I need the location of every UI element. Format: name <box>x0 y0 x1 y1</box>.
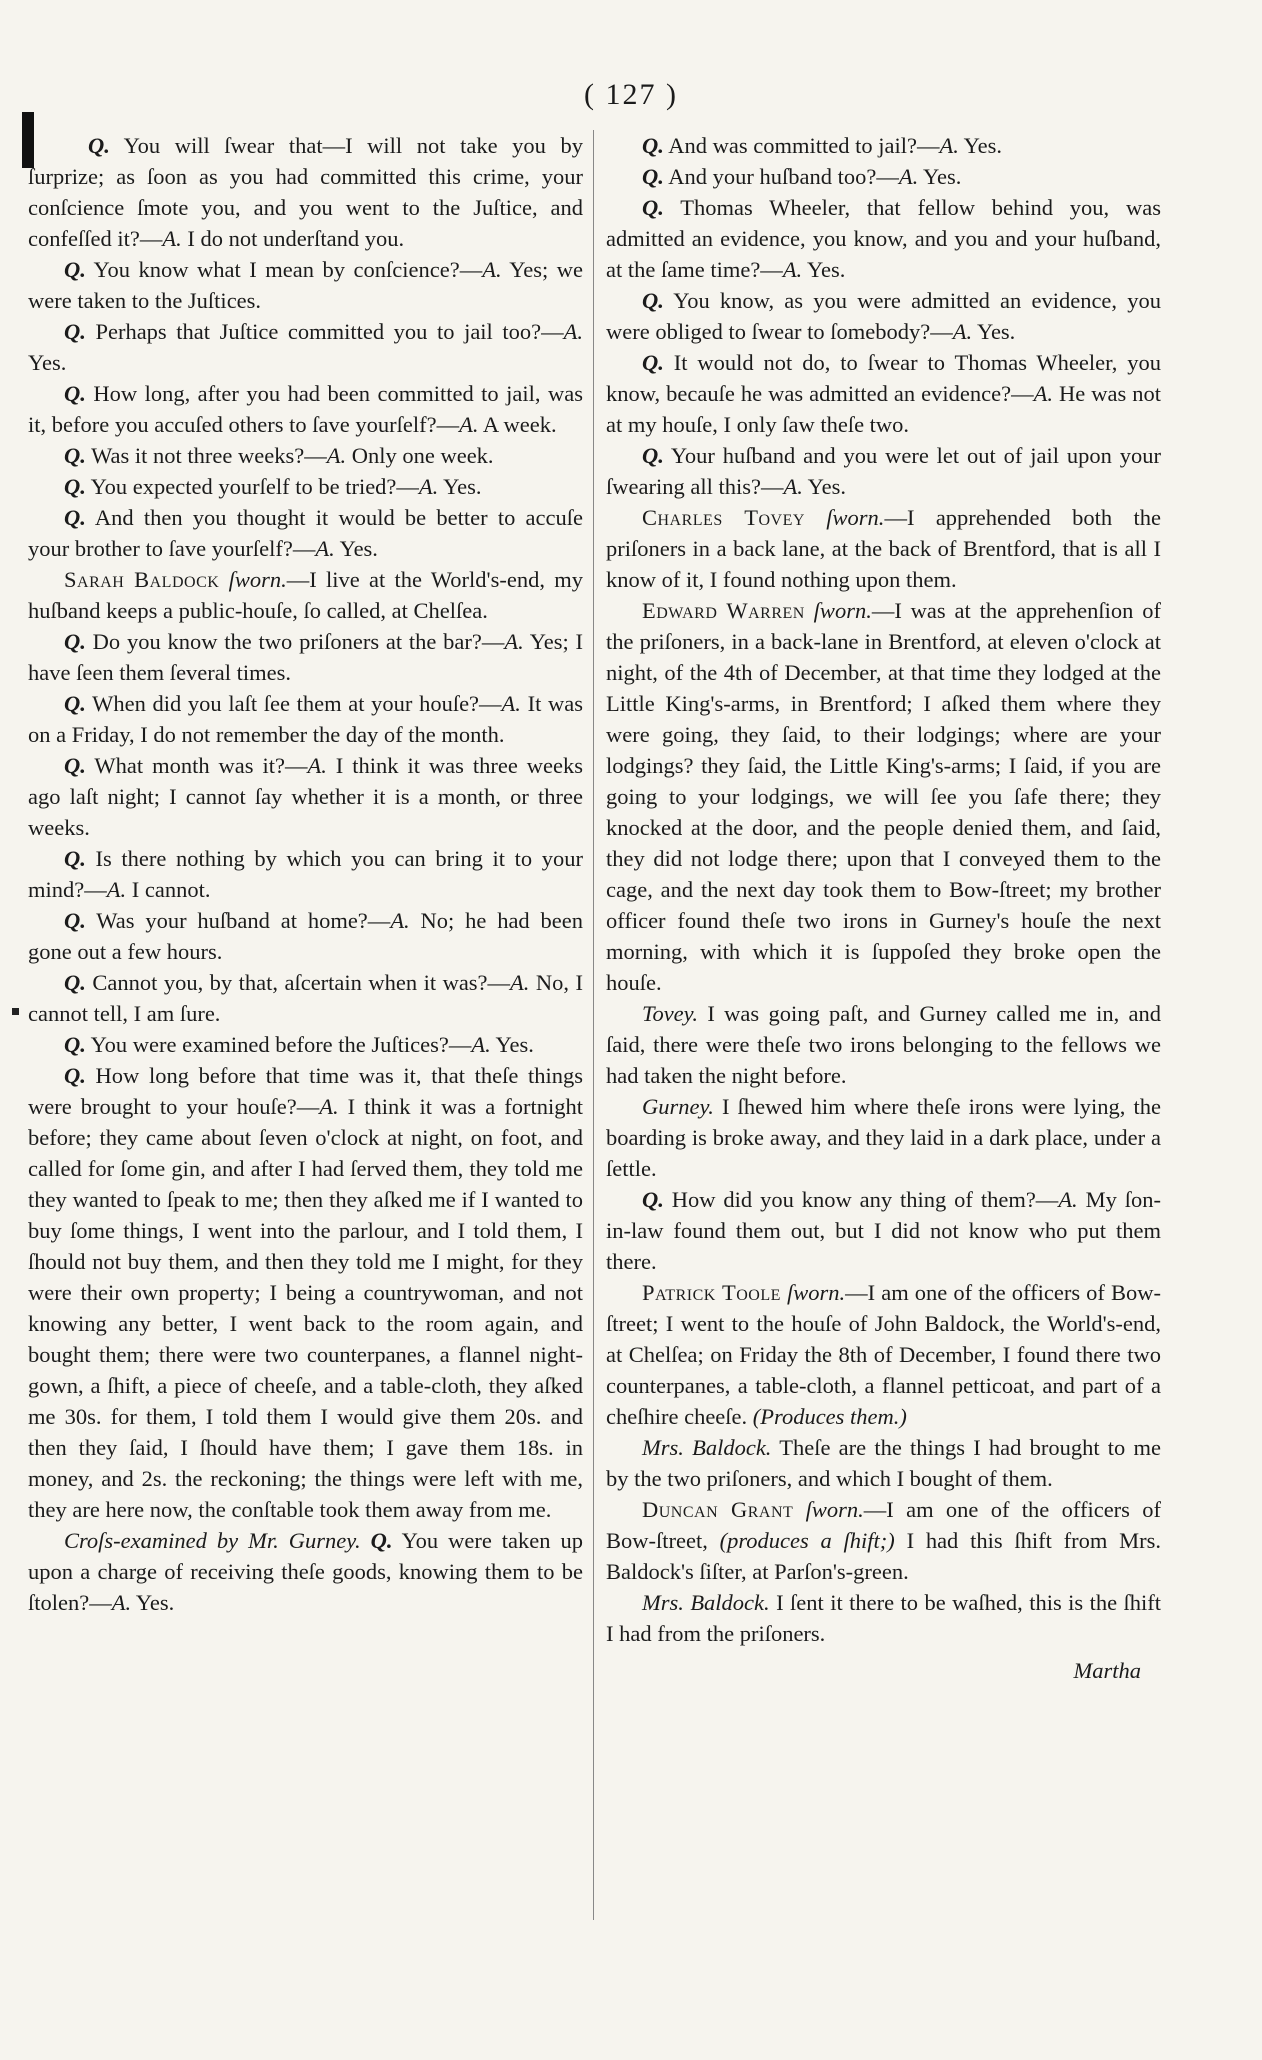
paragraph <box>28 1525 583 1618</box>
text: Yes. <box>131 1590 175 1615</box>
text: —I live at the World's-end, my huſband keeps a public-houſe, ſo called, at Chelſea. <box>28 567 583 623</box>
text: Only one week. <box>346 443 494 468</box>
text: Perhaps that Juſtice committed you to jail too?— <box>85 319 564 344</box>
answer-marker: A. <box>418 474 439 499</box>
text: No, I cannot tell, I am ſure. <box>28 970 583 1026</box>
paragraph <box>606 998 1161 1091</box>
paragraph <box>28 843 583 905</box>
column-rule <box>593 130 594 1920</box>
answer-marker: A. <box>898 164 919 189</box>
italic-text: Mrs. Baldock. <box>642 1590 770 1615</box>
witness-name: Charles Tovey <box>642 505 805 530</box>
question-marker: Q. <box>64 846 86 871</box>
paragraph <box>606 1432 1161 1494</box>
paragraph <box>28 378 583 440</box>
italic-text: ſworn. <box>219 567 287 592</box>
paragraph <box>28 750 583 843</box>
italic-text: Croſs-examined by Mr. Gurney. <box>64 1528 361 1553</box>
text: Thomas Wheeler, that fellow behind you, was admitted an evidence, you know, and you and your huſband, at the ſame time?— <box>606 195 1161 282</box>
text: I cannot. <box>126 877 211 902</box>
italic-text: Gurney. <box>642 1094 714 1119</box>
answer-marker: A. <box>504 629 524 654</box>
text: I ſhewed him where theſe irons were lying, the boarding is broke away, and they laid in a dark place, under a ſettle. <box>606 1094 1161 1181</box>
paragraph <box>28 626 583 688</box>
text: Yes. <box>438 474 482 499</box>
text: Yes. <box>802 257 846 282</box>
paragraph <box>28 905 583 967</box>
italic-text: Tovey. <box>642 1001 699 1026</box>
text: —I apprehended both the priſoners in a back lane, at the back of Brentford, that is all I know of it, I found nothing upon them. <box>606 505 1162 592</box>
text: Yes. <box>918 164 962 189</box>
answer-marker: A. <box>307 753 327 778</box>
text: Yes. <box>802 474 846 499</box>
answer-marker: A. <box>783 474 803 499</box>
question-marker: Q. <box>88 133 110 158</box>
text: How long, after you had been committed to jail, was it, before you accuſed others to ſave yourſelf?— <box>28 381 583 437</box>
question-marker: Q. <box>64 505 86 530</box>
text: And then you thought it would be better to accuſe your brother to ſave yourſelf?— <box>28 505 583 561</box>
question-marker: Q. <box>64 257 86 282</box>
text: It would not do, to ſwear to Thomas Wheeler, you know, becauſe he was admitted an evidence?— <box>606 350 1161 406</box>
text: Yes. <box>334 536 378 561</box>
question-marker: Q. <box>370 1528 393 1553</box>
paragraph <box>28 688 583 750</box>
question-marker: Q. <box>642 164 664 189</box>
right-column <box>606 130 1161 1686</box>
catchword: Martha <box>1073 1658 1141 1683</box>
paragraph <box>606 1277 1161 1432</box>
text: Your huſband and you were let out of jail upon your ſwearing all this?— <box>606 443 1161 499</box>
text: Yes; I have ſeen them ſeveral times. <box>28 629 583 685</box>
text: Do you know the two priſoners at the bar?— <box>85 629 505 654</box>
margin-dot <box>12 1008 19 1015</box>
text: —I am one of the officers of Bow-ſtreet, <box>606 1497 1161 1553</box>
text: When did you laſt ſee them at your houſe?— <box>85 691 502 716</box>
question-marker: Q. <box>64 753 86 778</box>
paragraph <box>28 316 583 378</box>
italic-text: Mrs. Baldock. <box>642 1435 772 1460</box>
answer-marker: A. <box>1058 1187 1078 1212</box>
question-marker: Q. <box>642 195 664 220</box>
paragraph <box>28 471 583 502</box>
answer-marker: A. <box>106 877 127 902</box>
paragraph <box>28 967 583 1029</box>
text: My ſon-in-law found them out, but I did not know who put them there. <box>606 1187 1161 1274</box>
paragraph <box>28 254 583 316</box>
text: You were taken up upon a charge of receiving theſe goods, knowing them to be ſtolen?— <box>28 1528 583 1615</box>
text: It was on a Friday, I do not remember the day of the month. <box>28 691 583 747</box>
answer-marker: A. <box>315 536 335 561</box>
paragraph <box>606 161 1161 192</box>
answer-marker: A. <box>326 443 347 468</box>
answer-marker: A. <box>390 908 410 933</box>
text: Yes; we were taken to the Juſtices. <box>28 257 583 313</box>
text: I think it was a fortnight before; they came about ſeven o'clock at night, on foot, and called for ſome gin, and after I had ſerved them, they told me they wanted to ſpeak to me; then they aſked me if I wanted to buy ſome things, I went into the parlour, and I told them, I ſhould not buy them, and then they told me I might, for they were their own property; I being a countrywoman, and not knowing any better, I went back to the room again, and bought them; there were two counterpanes, a flannel night-gown, a ſhift, a piece of cheeſe, and a table-cloth, they aſked me 30s. for them, I told them I would give them 20s. and then they ſaid, I ſhould have them; I gave them 18s. in money, and 2s. the reckoning; the things were left with me, they are here now, the conſtable took them away from me. <box>28 1094 583 1522</box>
text: He was not at my houſe, I only ſaw theſe two. <box>606 381 1161 437</box>
paragraph <box>606 285 1161 347</box>
text: Was it not three weeks?— <box>85 443 327 468</box>
paragraph <box>606 440 1161 502</box>
italic-text: ſworn. <box>780 1280 846 1305</box>
italic-text: ſworn. <box>804 598 872 623</box>
italic-text: ſworn. <box>793 1497 864 1522</box>
question-marker: Q. <box>64 319 86 344</box>
paragraph <box>28 502 583 564</box>
witness-name: Patrick Toole <box>642 1280 781 1305</box>
question-marker: Q. <box>642 443 664 468</box>
answer-marker: A. <box>162 226 182 251</box>
paragraph <box>606 347 1161 440</box>
text: —I was at the apprehenſion of the priſoners, in a back-lane in Brentford, at eleven o'clock at night, of the 4th of December, at that time they lodged at the Little King's-arms, in Brentford; I aſked them where they were going, they ſaid, to their lodgings; where are your lodgings? they ſaid, the Little King's-arms; I ſaid, if you are going to your lodgings, we will ſee you ſafe there; they knocked at the door, and the people denied them, and ſaid, they did not lodge there; upon that I conveyed them to the cage, and the next day took them to Bow-ſtreet; my brother officer found theſe two irons in Gurney's houſe the next morning, with which it is ſuppoſed they broke open the houſe. <box>606 598 1161 995</box>
paragraph <box>606 1184 1161 1277</box>
text: And your huſband too?— <box>663 164 899 189</box>
text: Was your huſband at home?— <box>85 908 391 933</box>
paragraph <box>606 1494 1161 1587</box>
witness-name: Edward Warren <box>642 598 805 623</box>
answer-marker: A. <box>111 1590 132 1615</box>
witness-name: Duncan Grant <box>642 1497 794 1522</box>
answer-marker: A. <box>939 133 959 158</box>
question-marker: Q. <box>64 474 86 499</box>
text: You know what I mean by conſcience?— <box>85 257 483 282</box>
text: How long before that time was it, that theſe things were brought to your houſe?— <box>28 1063 583 1119</box>
paragraph <box>28 564 583 626</box>
answer-marker: A. <box>471 1032 491 1057</box>
text: Yes. <box>972 319 1016 344</box>
text: Cannot you, by that, aſcertain when it was?— <box>85 970 511 995</box>
question-marker: Q. <box>642 133 664 158</box>
answer-marker: A. <box>510 970 530 995</box>
answer-marker: A. <box>459 412 479 437</box>
question-marker: Q. <box>64 970 86 995</box>
paragraph <box>28 1029 583 1060</box>
paragraph <box>606 502 1161 595</box>
question-marker: Q. <box>64 629 86 654</box>
text: You know, as you were admitted an evidence, you were obliged to ſwear to ſomebody?— <box>606 288 1161 344</box>
answer-marker: A. <box>501 691 521 716</box>
paragraph <box>606 192 1161 285</box>
answer-marker: A. <box>1033 381 1053 406</box>
text: You will ſwear that—I will not take you by ſurprize; as ſoon as you had committed this crime, your conſcience ſmote you, and you went to the Juſtice, and confeſſed it?— <box>28 133 583 251</box>
question-marker: Q. <box>642 288 664 313</box>
text: I think it was three weeks ago laſt night; I cannot ſay whether it is a month, or three weeks. <box>28 753 583 840</box>
question-marker: Q. <box>64 381 86 406</box>
text: What month was it?— <box>85 753 308 778</box>
text: Yes. <box>28 350 67 375</box>
witness-name: Sarah Baldock <box>64 567 220 592</box>
text: —I am one of the officers of Bow-ſtreet; I went to the houſe of John Baldock, the World's-end, at Chelſea; on Friday the 8th of December, I found there two counterpanes, a table-cloth, a flannel petticoat, and part of a cheſhire cheeſe. <box>606 1280 1161 1429</box>
answer-marker: A. <box>782 257 803 282</box>
text: Is there nothing by which you can bring it to your mind?— <box>28 846 583 902</box>
text: Yes. <box>490 1032 534 1057</box>
question-marker: Q. <box>64 443 86 468</box>
italic-text: (Produces them.) <box>752 1404 907 1429</box>
paragraph <box>606 595 1161 998</box>
left-column <box>28 130 583 1618</box>
text: You expected yourſelf to be tried?— <box>85 474 419 499</box>
italic-text: ſworn. <box>804 505 885 530</box>
text: I had this ſhift from Mrs. Baldock's ſiſter, at Parſon's-green. <box>606 1528 1162 1584</box>
text: And was committed to jail?— <box>663 133 940 158</box>
page-number: ( 127 ) <box>584 78 678 111</box>
text: Theſe are the things I had brought to me by the two priſoners, and which I bought of them. <box>606 1435 1161 1491</box>
paragraph <box>28 130 583 254</box>
paragraph <box>28 440 583 471</box>
text: No; he had been gone out a few hours. <box>28 908 584 964</box>
answer-marker: A. <box>319 1094 339 1119</box>
question-marker: Q. <box>642 350 664 375</box>
paragraph <box>606 1091 1161 1184</box>
question-marker: Q. <box>64 691 86 716</box>
text: Yes. <box>958 133 1002 158</box>
question-marker: Q. <box>642 1187 664 1212</box>
question-marker: Q. <box>64 908 86 933</box>
text: I was going paſt, and Gurney called me in, and ſaid, there were theſe two irons belonging to the fellows we had taken the night before. <box>606 1001 1161 1088</box>
paragraph <box>606 1587 1161 1649</box>
paragraph <box>28 1060 583 1525</box>
text: I do not underſtand you. <box>181 226 405 251</box>
answer-marker: A. <box>563 319 583 344</box>
text: A week. <box>478 412 557 437</box>
text: You were examined before the Juſtices?— <box>85 1032 472 1057</box>
paragraph <box>606 130 1161 161</box>
text: How did you know any thing of them?— <box>663 1187 1059 1212</box>
right-column-body <box>606 130 1161 1649</box>
question-marker: Q. <box>64 1032 86 1057</box>
italic-text: (produces a ſhift;) <box>719 1528 895 1553</box>
text <box>361 1528 371 1553</box>
answer-marker: A. <box>482 257 502 282</box>
text: I ſent it there to be waſhed, this is the ſhift I had from the priſoners. <box>606 1590 1161 1646</box>
answer-marker: A. <box>952 319 973 344</box>
question-marker: Q. <box>64 1063 86 1088</box>
